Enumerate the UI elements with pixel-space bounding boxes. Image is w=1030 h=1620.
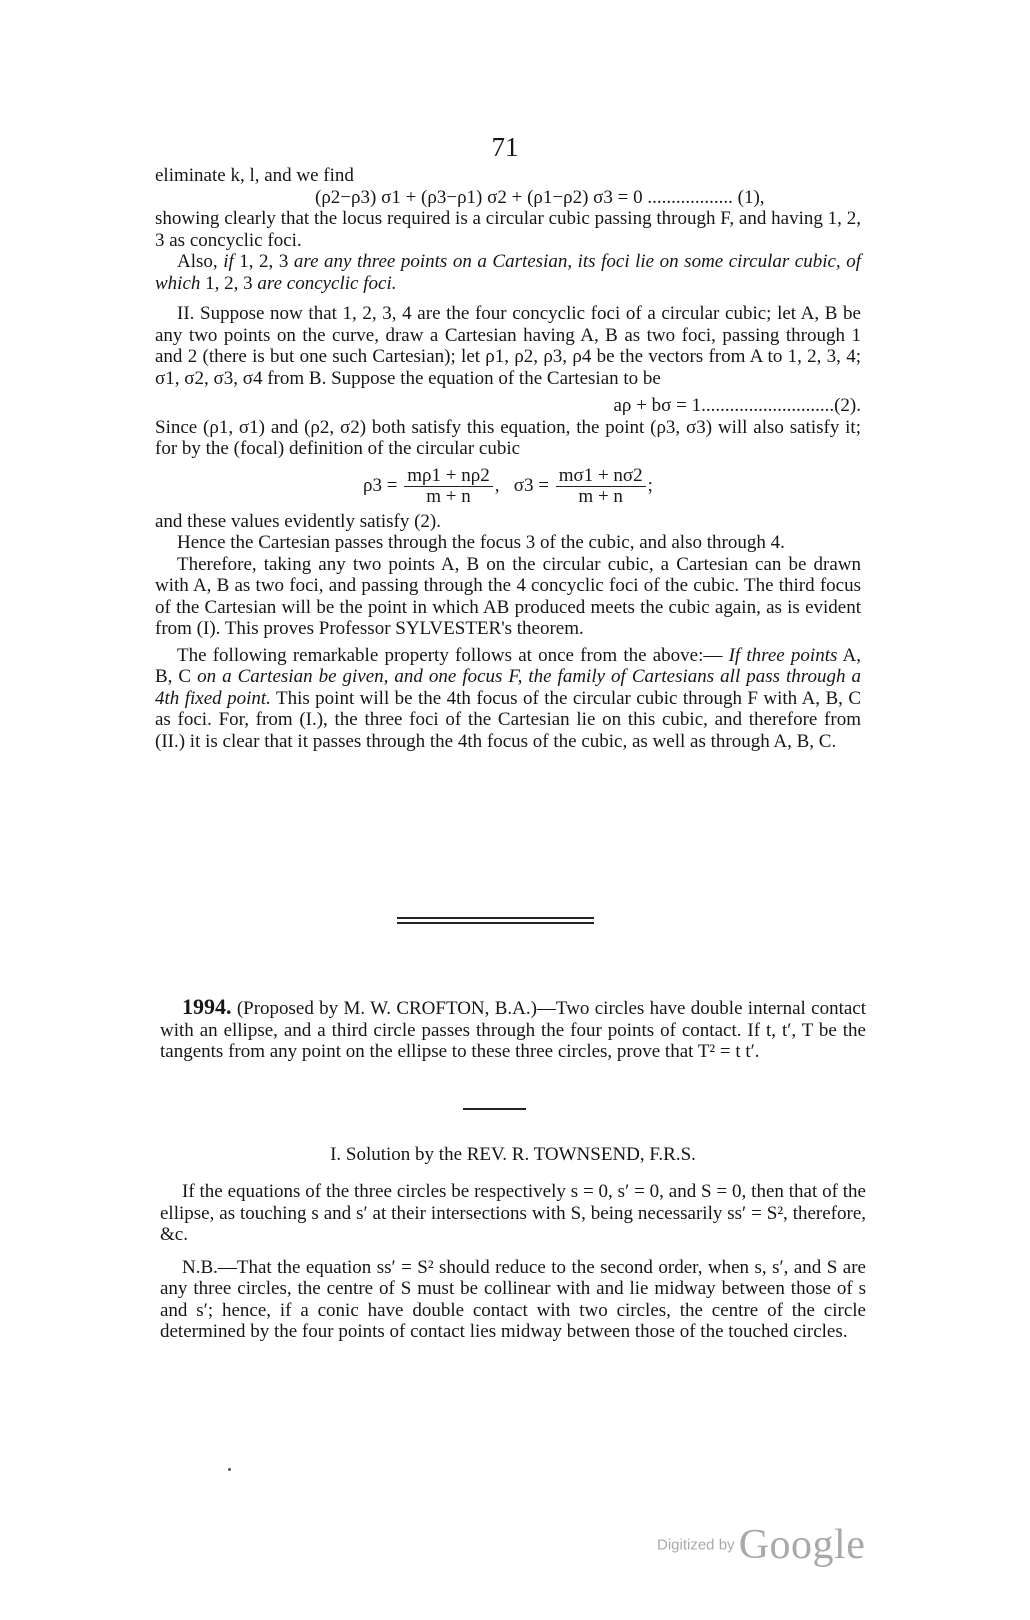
divider-double-rule-top xyxy=(397,917,594,919)
solution-body xyxy=(160,1181,866,1343)
equation-1-lhs: (ρ2−ρ3) σ1 + (ρ3−ρ1) σ2 + (ρ1−ρ2) σ3 = 0 xyxy=(315,186,643,208)
paragraph-following xyxy=(155,645,861,753)
equation-2-dots: ............................ xyxy=(701,395,835,416)
also-num-2: 1, 2, 3 xyxy=(200,272,258,294)
problem-1994 xyxy=(160,996,866,1063)
equation-2-tag: (2). xyxy=(834,395,861,416)
paragraph-therefore: Therefore, taking any two points A, B on the circular cubic, a Cartesian can be drawn with A, B as two foci, and passing through the 4 concyclic foci of the cubic. The third focus of the Cartesian will be the point in which AB produced meets the cubic again, as is evident from (I). This proves Professor SYLVESTER's theorem. xyxy=(155,553,861,639)
intro-line: eliminate k, l, and we find xyxy=(155,165,354,186)
paragraph-section-2: II. Suppose now that 1, 2, 3, 4 are the four concyclic foci of a circular cubic; let A, B be any two points on the curve, draw a Cartesian having A, B as two foci, passing through 1 and 2 (there is but one such Cartesian); let ρ1, ρ2, ρ3, ρ4 be the vectors from A to 1, 2, 3, 4; σ1, σ2, σ3, σ4 from B. Suppose the equation of the Cartesian to be xyxy=(155,303,861,389)
paragraph-values: and these values evidently satisfy (2). xyxy=(155,510,441,532)
equation-2 xyxy=(155,395,861,417)
paragraph-hence: Hence the Cartesian passes through the focus 3 of the cubic, and also through 4. xyxy=(177,532,785,553)
also-italic-1: if xyxy=(223,251,234,272)
solution-paragraph-1: If the equations of the three circles be respectively s = 0, s′ = 0, and S = 0, then that of the ellipse, as touching s and s′ at their intersections with S, being necessarily ss′ = S², therefore, &c. xyxy=(160,1181,866,1245)
stray-mark xyxy=(228,1468,231,1471)
also-num-1: 1, 2, 3 xyxy=(233,251,294,272)
equation-1-dots: .................. xyxy=(642,186,738,208)
fraction-rho3-denominator: m + n xyxy=(426,485,471,507)
problem-paragraph xyxy=(160,996,866,1063)
top-section xyxy=(155,165,861,752)
solution-heading: I. Solution by the REV. R. TOWNSEND, F.R.S. xyxy=(330,1144,696,1165)
fraction-sigma3 xyxy=(556,466,646,507)
also-italic-3: are concyclic foci. xyxy=(257,272,397,294)
digitized-by-google-watermark xyxy=(657,1521,865,1569)
page-number: 71 xyxy=(491,132,519,162)
equation-3-lhs2: σ3 = xyxy=(513,474,549,496)
following-letters: A, B, C xyxy=(155,644,861,687)
equation-3-lhs1: ρ3 = xyxy=(363,474,398,496)
equation-2-lhs: aρ + bσ = 1 xyxy=(613,395,702,416)
fraction-sigma3-denominator: m + n xyxy=(578,485,623,507)
fraction-rho3-numerator: mρ1 + nρ2 xyxy=(404,466,492,487)
equation-3-separator: , xyxy=(494,474,500,496)
also-lead: Also, xyxy=(177,251,218,272)
problem-text: (Proposed by M. W. CROFTON, B.A.)—Two circles have double internal contact with an ellipse, and a third circle passes through the four points of contact. If t, t′, T be the tangents from any point on the ellipse to these three circles, prove that T² = t t′. xyxy=(160,998,866,1062)
paragraph-after-eq1: showing clearly that the locus required is a circular cubic passing through F, and having 1, 2, 3 as concyclic foci. xyxy=(155,208,861,251)
following-italic-2: on a Cartesian be given, and one focus F, the family of Cartesians all pass through a 4th fixed point. xyxy=(155,666,861,709)
also-italic-2: are any three points on a Cartesian, its foci lie on some circular cubic, of which xyxy=(155,251,861,294)
equation-3 xyxy=(155,466,861,507)
divider-double-rule-bottom xyxy=(397,922,594,924)
equation-1 xyxy=(155,187,861,209)
following-italic-1: If three points xyxy=(728,644,838,666)
problem-number: 1994. xyxy=(182,994,232,1019)
fraction-rho3 xyxy=(404,466,492,507)
paragraph-since: Since (ρ1, σ1) and (ρ2, σ2) both satisfy this equation, the point (ρ3, σ3) will also satisfy it; for by the (focal) definition of the circular cubic xyxy=(155,416,861,459)
equation-1-tag: (1), xyxy=(737,186,765,208)
watermark-prefix: Digitized by xyxy=(657,1536,739,1554)
paragraph-also xyxy=(155,251,861,294)
watermark-brand: Google xyxy=(738,1522,866,1568)
solution-nb: N.B.—That the equation ss′ = S² should reduce to the second order, when s, s′, and S are any three circles, the centre of S must be collinear with and lie midway between those of s and s′; hence, if a conic have double contact with two circles, the centre of the circle determined by the four points of contact lies midway between those of the touched circles. xyxy=(160,1256,866,1342)
divider-short-rule xyxy=(463,1108,526,1110)
fraction-sigma3-numerator: mσ1 + nσ2 xyxy=(556,466,646,487)
equation-3-end: ; xyxy=(647,474,653,496)
following-lead: The following remarkable property follows at once from the above:— xyxy=(177,644,723,666)
following-rest: This point will be the 4th focus of the circular cubic through F with A, B, C as foci. For, from (I.), the three foci of the Cartesian lie on this cubic, and therefore from (II.) it is clear that it passes through the 4th focus of the cubic, as well as through A, B, C. xyxy=(155,687,861,752)
